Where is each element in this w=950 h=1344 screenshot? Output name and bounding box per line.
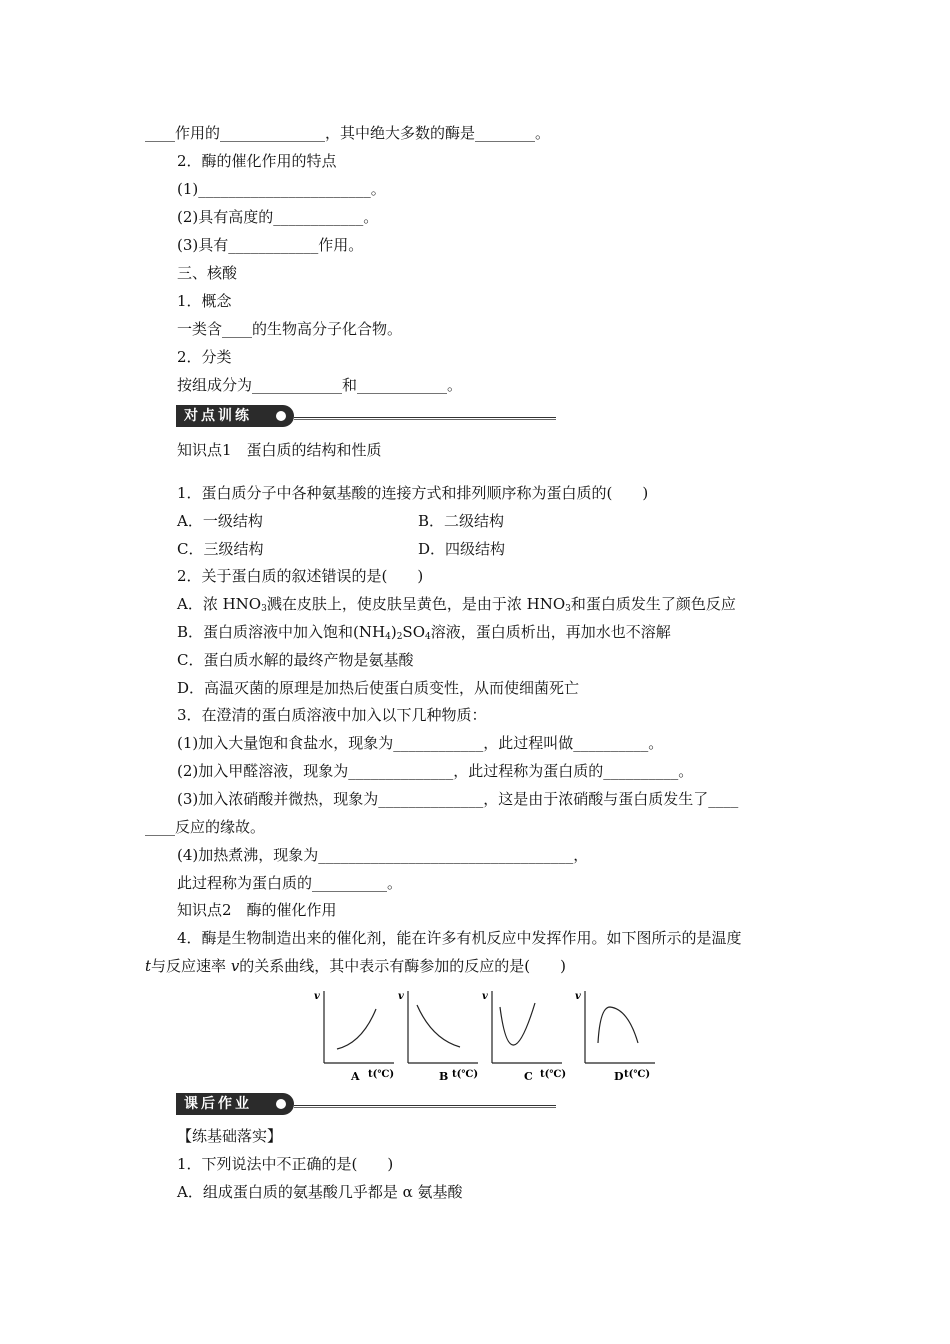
curve-bell-shape bbox=[598, 1007, 638, 1043]
graph-c bbox=[482, 991, 566, 1083]
text-line: (3)具有____________作用。 bbox=[177, 236, 364, 254]
banner-label: 对点训练 bbox=[176, 405, 294, 427]
x-axis-label: t(℃) bbox=[368, 1069, 395, 1080]
option: D．四级结构 bbox=[418, 540, 506, 558]
y-axis-label: v bbox=[482, 991, 488, 1002]
y-axis-label: v bbox=[575, 991, 581, 1002]
question-stem: 4．酶是生物制造出来的催化剂，能在许多有机反应中发挥作用。如下图所示的是温度 bbox=[177, 929, 742, 947]
section-heading: 三、核酸 bbox=[177, 264, 238, 282]
text-line: 2．分类 bbox=[177, 348, 232, 366]
question-stem: 2．关于蛋白质的叙述错误的是( ) bbox=[177, 567, 424, 585]
graph-label: C bbox=[524, 1070, 533, 1083]
curve-increasing bbox=[337, 1009, 376, 1049]
x-axis-label: t(℃) bbox=[540, 1069, 567, 1080]
knowledge-point-title: 知识点2 酶的催化作用 bbox=[177, 901, 337, 919]
question-part: ____反应的缘故。 bbox=[145, 818, 266, 836]
question-part: (2)加入甲醛溶液，现象为______________，此过程称为蛋白质的__________。 bbox=[177, 762, 694, 780]
x-axis-label: t(℃) bbox=[624, 1069, 651, 1080]
text-line: 一类含____的生物高分子化合物。 bbox=[177, 320, 403, 338]
y-axis-label: v bbox=[398, 991, 404, 1002]
graph-label: B bbox=[439, 1070, 449, 1083]
x-axis-label: t(℃) bbox=[452, 1069, 479, 1080]
option: C．三级结构 bbox=[177, 540, 264, 558]
graph-a bbox=[314, 991, 394, 1083]
text-line: (1)_______________________。 bbox=[177, 180, 386, 198]
rate-temperature-graphs bbox=[310, 985, 670, 1085]
graph-label: D bbox=[614, 1070, 624, 1083]
text-line: ____作用的______________，其中绝大多数的酶是________。 bbox=[145, 124, 551, 142]
option: D．高温灭菌的原理是加热后使蛋白质变性，从而使细菌死亡 bbox=[177, 679, 580, 697]
section-subtitle: 【练基础落实】 bbox=[177, 1127, 283, 1145]
question-stem: 1．下列说法中不正确的是( ) bbox=[177, 1155, 394, 1173]
curve-decreasing bbox=[417, 1005, 460, 1047]
question-stem: 1．蛋白质分子中各种氨基酸的连接方式和排列顺序称为蛋白质的( ) bbox=[177, 484, 649, 502]
question-stem: t与反应速率 v的关系曲线，其中表示有酶参加的反应的是( ) bbox=[145, 957, 567, 975]
text-line: 1．概念 bbox=[177, 292, 232, 310]
question-part: (3)加入浓硝酸并微热，现象为______________，这是由于浓硝酸与蛋白质发生了____ bbox=[177, 790, 739, 808]
option: B．蛋白质溶液中加入饱和$(NH_4)_2SO_4$溶液，蛋白质析出，再加水也不溶解 bbox=[177, 623, 671, 642]
banner-rule bbox=[294, 417, 556, 418]
knowledge-point-title: 知识点1 蛋白质的结构和性质 bbox=[177, 441, 382, 459]
banner-label: 课后作业 bbox=[176, 1093, 294, 1115]
y-axis-label: v bbox=[314, 991, 320, 1002]
option: A．组成蛋白质的氨基酸几乎都是 α 氨基酸 bbox=[177, 1183, 463, 1201]
banner-rule bbox=[294, 1105, 556, 1106]
graph-b bbox=[398, 991, 478, 1083]
question-part: (1)加入大量饱和食盐水，现象为____________，此过程叫做__________。 bbox=[177, 734, 664, 752]
option: B．二级结构 bbox=[418, 512, 505, 530]
graph-d bbox=[575, 991, 655, 1083]
banner-dot-icon bbox=[276, 411, 286, 421]
curve-u-shape bbox=[500, 1003, 535, 1045]
question-part: (4)加热煮沸，现象为__________________________________， bbox=[177, 846, 589, 864]
option: A．一级结构 bbox=[177, 512, 263, 530]
option: C．蛋白质水解的最终产物是氨基酸 bbox=[177, 651, 414, 669]
graph-label: A bbox=[351, 1070, 360, 1083]
option: A．浓 $HNO_3$溅在皮肤上，使皮肤呈黄色，是由于浓 $HNO_3$和蛋白质发生了颜色反应 bbox=[177, 595, 736, 614]
text-line: 按组成分为____________和____________。 bbox=[177, 376, 463, 394]
question-stem: 3．在澄清的蛋白质溶液中加入以下几种物质： bbox=[177, 706, 487, 724]
banner-dot-icon bbox=[276, 1099, 286, 1109]
text-line: (2)具有高度的____________。 bbox=[177, 208, 379, 226]
banner-rule bbox=[294, 1107, 556, 1108]
banner-rule bbox=[294, 419, 556, 420]
question-part: 此过程称为蛋白质的__________。 bbox=[177, 874, 403, 892]
text-line: 2．酶的催化作用的特点 bbox=[177, 152, 337, 170]
